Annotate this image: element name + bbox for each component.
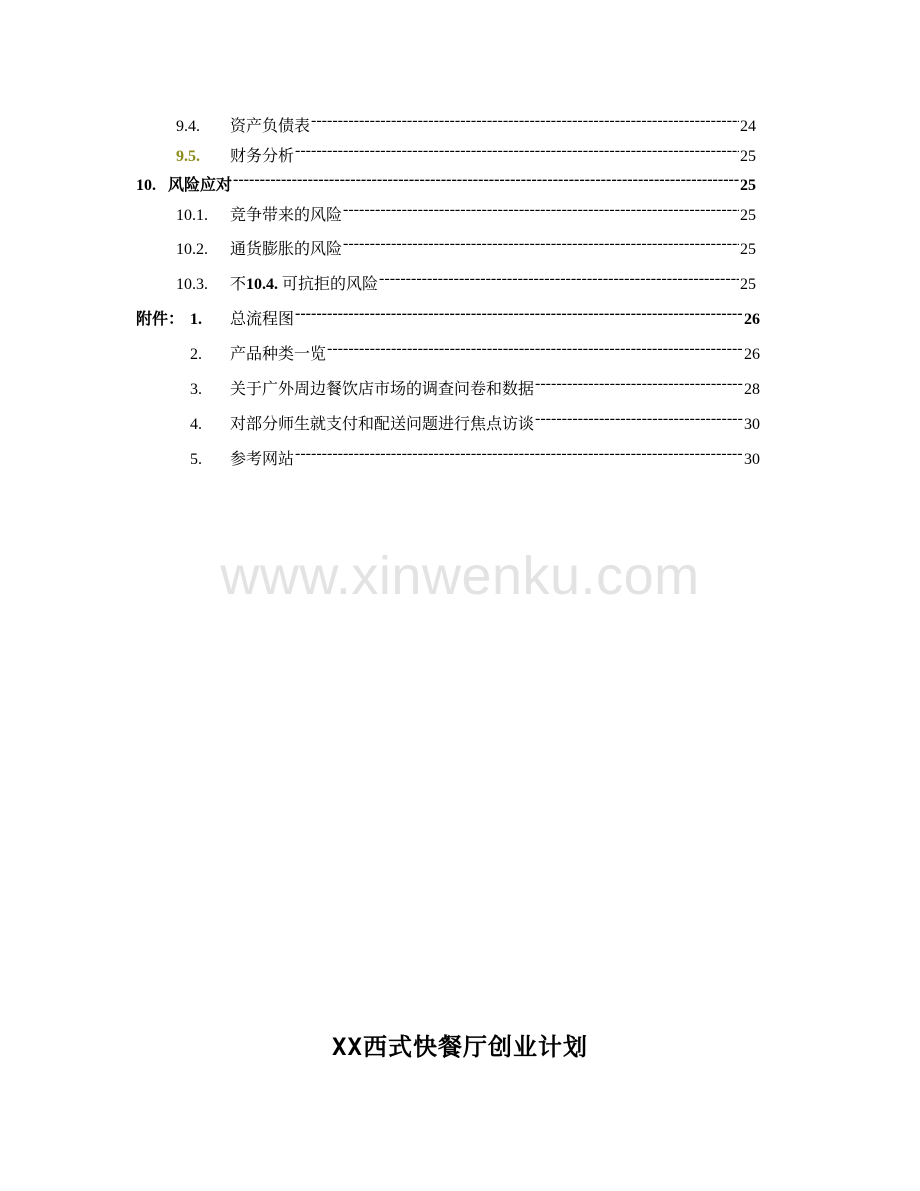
toc-page: 26	[744, 311, 760, 328]
toc-number: 5.	[190, 451, 202, 468]
toc-leader	[343, 200, 739, 220]
toc-leader	[535, 409, 743, 429]
toc-page: 30	[744, 451, 760, 468]
toc-number: 2.	[190, 346, 202, 363]
toc-number: 10.	[136, 177, 156, 194]
toc-leader	[379, 269, 739, 289]
toc-title: 竞争带来的风险	[230, 207, 343, 224]
toc-entry-appendix-3[interactable]	[190, 374, 760, 400]
toc-page: 25	[740, 276, 756, 293]
toc-number: 4.	[190, 416, 202, 433]
toc-title-prefix: 不	[230, 276, 247, 293]
appendix-prefix: 附件：	[136, 311, 185, 328]
toc-title: 对部分师生就支付和配送问题进行焦点访谈	[230, 416, 535, 433]
toc-number: 9.4.	[176, 118, 200, 135]
toc-title-suffix: 可抗拒的风险	[282, 276, 379, 293]
toc-entry-9-4[interactable]	[176, 111, 756, 137]
toc-leader	[295, 141, 739, 161]
toc-entry-10-3[interactable]	[176, 269, 756, 295]
toc-number: 3.	[190, 381, 202, 398]
toc-title: 参考网站	[230, 451, 295, 468]
toc-number: 10.2.	[176, 241, 208, 258]
toc-leader	[327, 339, 743, 359]
toc-entry-10-1[interactable]	[176, 200, 756, 226]
toc-number: 10.3.	[176, 276, 208, 293]
toc-leader	[343, 234, 739, 254]
watermark: www.xinwenku.com	[220, 546, 700, 606]
toc-title: 通货膨胀的风险	[230, 241, 343, 258]
toc-leader	[311, 111, 739, 131]
toc-number: 9.5.	[176, 148, 200, 165]
toc-entry-appendix-5[interactable]	[190, 444, 760, 470]
toc-page: 25	[740, 241, 756, 258]
toc-leader	[535, 374, 743, 394]
toc-page: 25	[740, 148, 756, 165]
toc-page: 25	[740, 207, 756, 224]
toc-leader	[295, 304, 743, 324]
toc-entry-appendix-2[interactable]	[190, 339, 760, 365]
document-title: XX西式快餐厅创业计划	[332, 1033, 588, 1061]
toc-page: 24	[740, 118, 756, 135]
toc-page: 26	[744, 346, 760, 363]
toc-title	[230, 275, 378, 295]
toc-title-embedded-number: 10.4.	[246, 276, 279, 293]
toc-title: 总流程图	[230, 311, 295, 328]
toc-entry-10-2[interactable]	[176, 234, 756, 260]
toc-title: 风险应对	[168, 177, 233, 194]
toc-entry-appendix-1[interactable]	[136, 304, 760, 330]
toc-title: 关于广外周边餐饮店市场的调查问卷和数据	[230, 381, 535, 398]
toc-page: 28	[744, 381, 760, 398]
toc-page: 25	[740, 177, 756, 194]
toc-entry-10[interactable]	[136, 170, 756, 196]
toc-entry-9-5[interactable]	[176, 141, 756, 167]
toc-title: 产品种类一览	[230, 346, 327, 363]
toc-page: 30	[744, 416, 760, 433]
toc-leader	[295, 444, 743, 464]
toc-number: 1.	[190, 311, 202, 328]
toc-entry-appendix-4[interactable]	[190, 409, 760, 435]
toc-title: 财务分析	[230, 148, 295, 165]
toc-title: 资产负债表	[230, 118, 311, 135]
toc-leader	[233, 170, 739, 190]
toc-number: 10.1.	[176, 207, 208, 224]
